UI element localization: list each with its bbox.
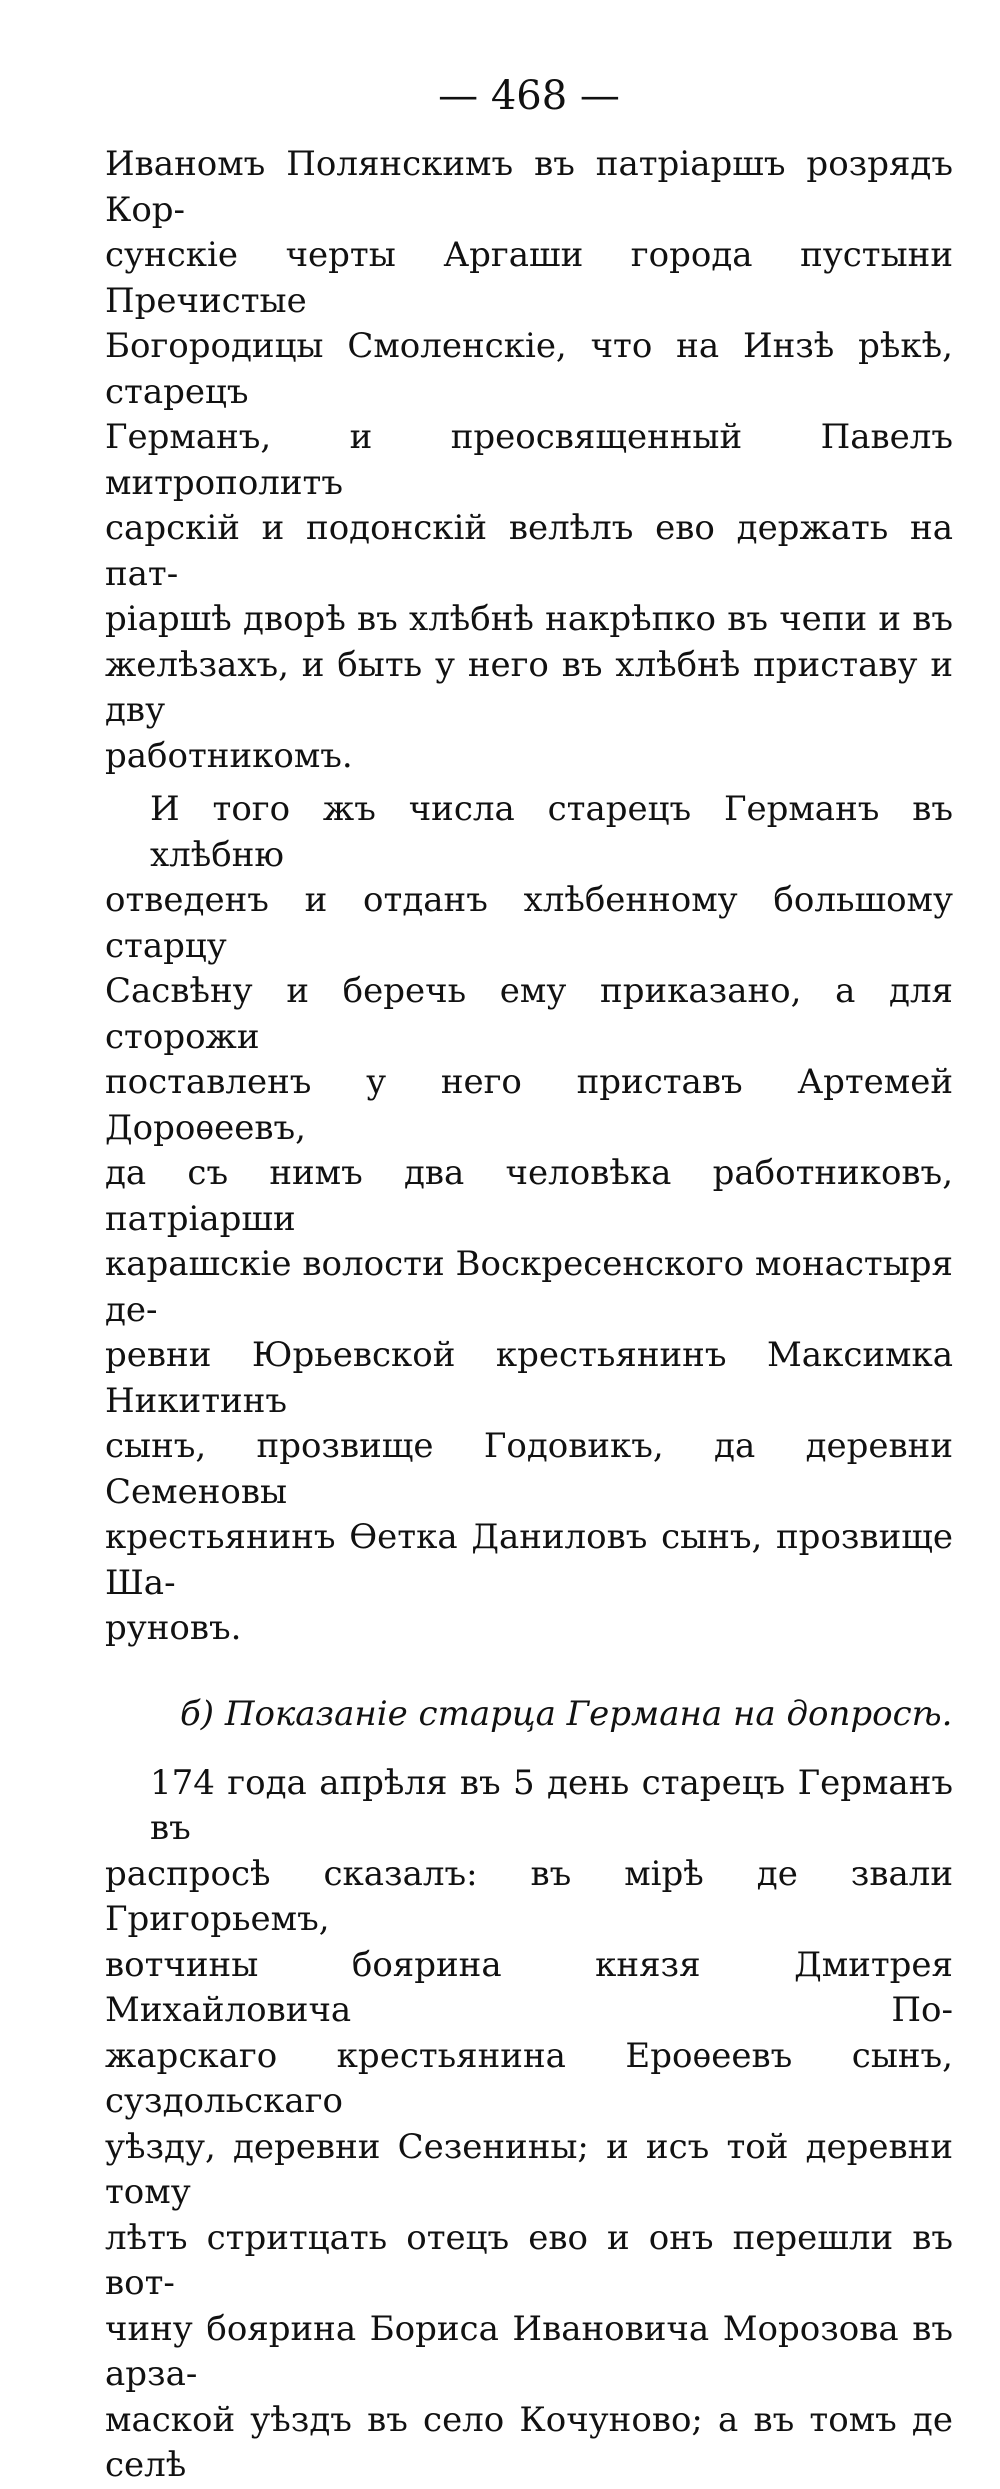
paragraph-gap bbox=[105, 779, 953, 787]
text-line: Германъ, и преосвященный Павелъ митрополитъ bbox=[105, 417, 953, 503]
text-line: отведенъ и отданъ хлѣбенному большому старцу bbox=[105, 880, 953, 966]
text-line: Иваномъ Полянскимъ въ патріаршъ розрядъ Кор- bbox=[105, 144, 953, 230]
text-line: вотчины боярина князя Дмитрея Михайловича По- bbox=[105, 1944, 953, 2030]
text-line: поставленъ у него приставъ Артемей Дороѳеевъ, bbox=[105, 1062, 953, 1148]
text-line: Сасвѣну и беречь ему приказано, а для сторожи bbox=[105, 971, 953, 1057]
text-line: Богородицы Смоленскіе, что на Инзѣ рѣкѣ, старецъ bbox=[105, 326, 953, 412]
text-line: ріаршѣ дворѣ въ хлѣбнѣ накрѣпко въ чепи и въ bbox=[105, 599, 953, 639]
text-line: сынъ, прозвище Годовикъ, да деревни Семеновы bbox=[105, 1426, 953, 1512]
text-line: ревни Юрьевской крестьянинъ Максимка Никитинъ bbox=[105, 1335, 953, 1421]
text-line: да съ нимъ два человѣка работниковъ, патріарши bbox=[105, 1153, 953, 1239]
paragraph-1 bbox=[105, 142, 953, 779]
text-line: 174 года апрѣля въ 5 день старецъ Германъ въ bbox=[150, 1762, 953, 1848]
section-subheading: б) Показаніе старца Германа на допросѣ. bbox=[180, 1693, 953, 1734]
text-line: сарскій и подонскій велѣлъ ево держать на пат- bbox=[105, 508, 953, 594]
text-line: распросѣ сказалъ: въ мірѣ де звали Григорьемъ, bbox=[105, 1853, 953, 1939]
text-line: жарскаго крестьянина Ероѳеевъ сынъ, суздольскаго bbox=[105, 2035, 953, 2121]
text-line: лѣтъ стритцать отецъ ево и онъ перешли въ вот- bbox=[105, 2217, 953, 2303]
text-line: маской уѣздъ въ село Кочуново; а въ томъ де селѣ bbox=[105, 2399, 953, 2485]
text-line: работникомъ. bbox=[105, 735, 353, 776]
text-line: сунскіе черты Аргаши города пустыни Пречистые bbox=[105, 235, 953, 321]
text-line: уѣзду, деревни Сезенины; и исъ той деревни тому bbox=[105, 2126, 953, 2212]
page-number: — 468 — bbox=[438, 73, 620, 119]
paragraph-2 bbox=[105, 787, 953, 1652]
text-line: карашскіе волости Воскресенского монастыря де- bbox=[105, 1244, 953, 1330]
text-line: руновъ. bbox=[105, 1608, 242, 1648]
text-line: крестьянинъ Ѳетка Даниловъ сынъ, прозвище Ша- bbox=[105, 1517, 953, 1603]
text-line: желѣзахъ, и быть у него въ хлѣбнѣ приставу и дву bbox=[105, 644, 953, 730]
paragraph-3 bbox=[105, 1761, 953, 2489]
text-line: чину боярина Бориса Ивановича Морозова въ арза- bbox=[105, 2308, 953, 2394]
text-line: И того жъ числа старецъ Германъ въ хлѣбню bbox=[150, 789, 953, 875]
